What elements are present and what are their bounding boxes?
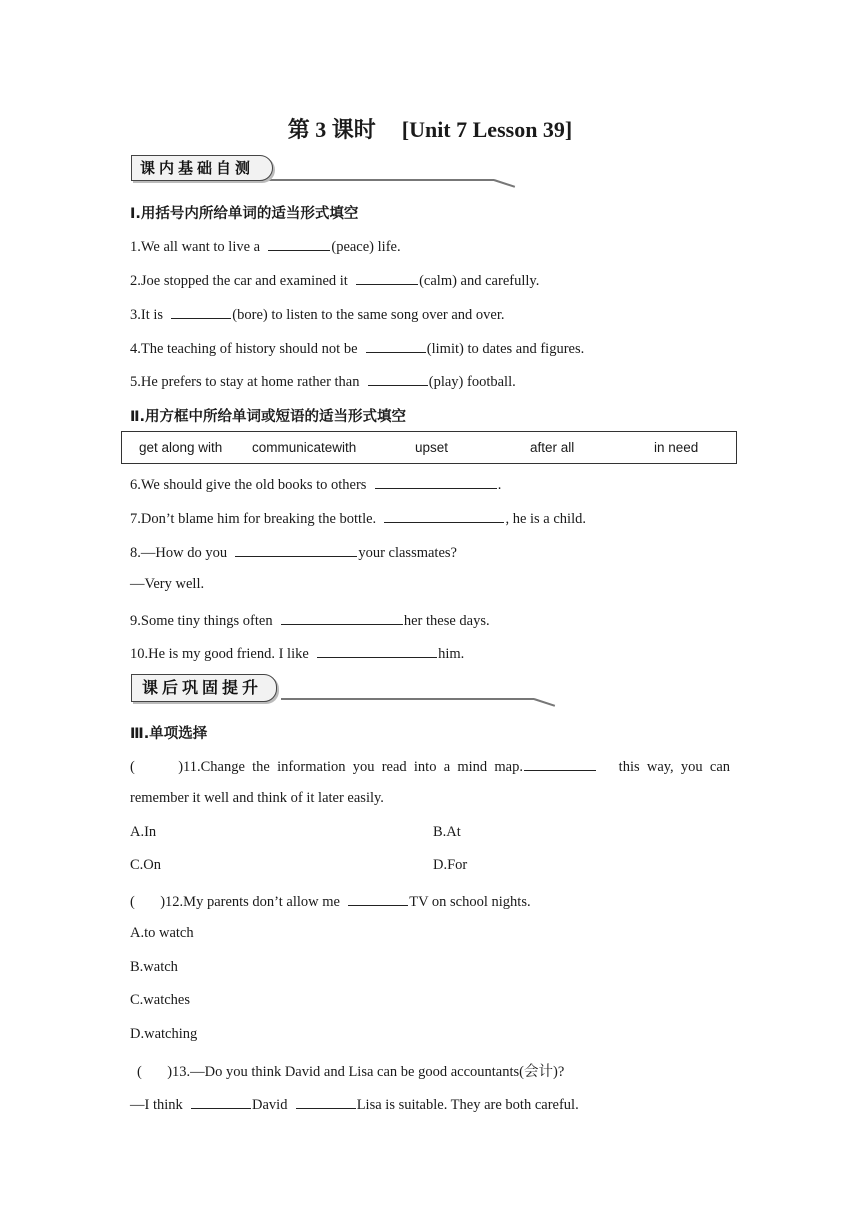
question-10: 10.He is my good friend. I like him. [130,643,464,663]
page-title [0,113,860,144]
question-13: ( )13.—Do you think David and Lisa can be good accountants(会计)? [137,1064,565,1080]
answer-blank[interactable] [317,643,437,658]
option-a[interactable]: A.to watch [130,925,194,941]
option-c[interactable]: C.watches [130,992,190,1008]
question-7: 7.Don’t blame him for breaking the bottle. , he is a child. [130,508,586,528]
question-11: ( )11.Change the information you read into a mind map. this way, you can [130,756,730,776]
word-option: in need [654,440,699,455]
question-9: 9.Some tiny things often her these days. [130,610,490,630]
question-13-answer: —I think David Lisa is suitable. They are both careful. [130,1094,579,1114]
option-d[interactable]: D.For [433,857,468,873]
answer-blank[interactable] [191,1094,251,1109]
answer-blank[interactable] [171,304,231,319]
answer-blank[interactable] [296,1094,356,1109]
option-d[interactable]: D.watching [130,1026,198,1042]
answer-blank[interactable] [348,891,408,906]
question-5: 5.He prefers to stay at home rather than (play) football. [130,371,516,391]
section-1-heading: Ⅰ.用括号内所给单词的适当形式填空 [130,206,359,222]
question-3: 3.It is (bore) to listen to the same song over and over. [130,304,505,324]
question-2: 2.Joe stopped the car and examined it (calm) and carefully. [130,270,539,290]
option-c[interactable]: C.On [130,857,162,873]
question-6: 6.We should give the old books to others . [130,474,501,494]
answer-blank[interactable] [281,610,403,625]
in-class-banner [131,155,531,181]
answer-blank[interactable] [375,474,497,489]
answer-blank[interactable] [384,508,504,523]
answer-blank[interactable] [268,236,330,251]
question-8-answer: —Very well. [130,576,205,592]
section-3-heading: Ⅲ.单项选择 [130,726,208,742]
word-box [121,431,737,464]
lesson-number: 第 3 课时 [287,117,376,142]
unit-lesson: [Unit 7 Lesson 39] [401,117,573,142]
question-11-continued: remember it well and think of it later easily. [130,790,384,806]
answer-blank[interactable] [524,756,596,771]
question-1: 1.We all want to live a (peace) life. [130,236,401,256]
word-option: after all [530,440,575,455]
word-option: upset [415,440,449,455]
answer-blank[interactable] [366,338,426,353]
after-class-banner [131,674,571,700]
after-class-banner-label: 课后巩固提升 [131,674,277,702]
question-8: 8.—How do you your classmates? [130,542,457,562]
answer-blank[interactable] [235,542,357,557]
option-a[interactable]: A.In [130,824,157,840]
word-option: communicatewith [252,440,357,455]
option-b[interactable]: B.watch [130,959,178,975]
word-option: get along with [139,440,223,455]
question-12: ( )12.My parents don’t allow me TV on school nights. [130,891,531,911]
section-2-heading: Ⅱ.用方框中所给单词或短语的适当形式填空 [130,409,407,425]
option-b[interactable]: B.At [433,824,461,840]
answer-blank[interactable] [356,270,418,285]
question-4: 4.The teaching of history should not be (limit) to dates and figures. [130,338,584,358]
in-class-banner-label: 课内基础自测 [131,155,273,181]
answer-blank[interactable] [368,371,428,386]
